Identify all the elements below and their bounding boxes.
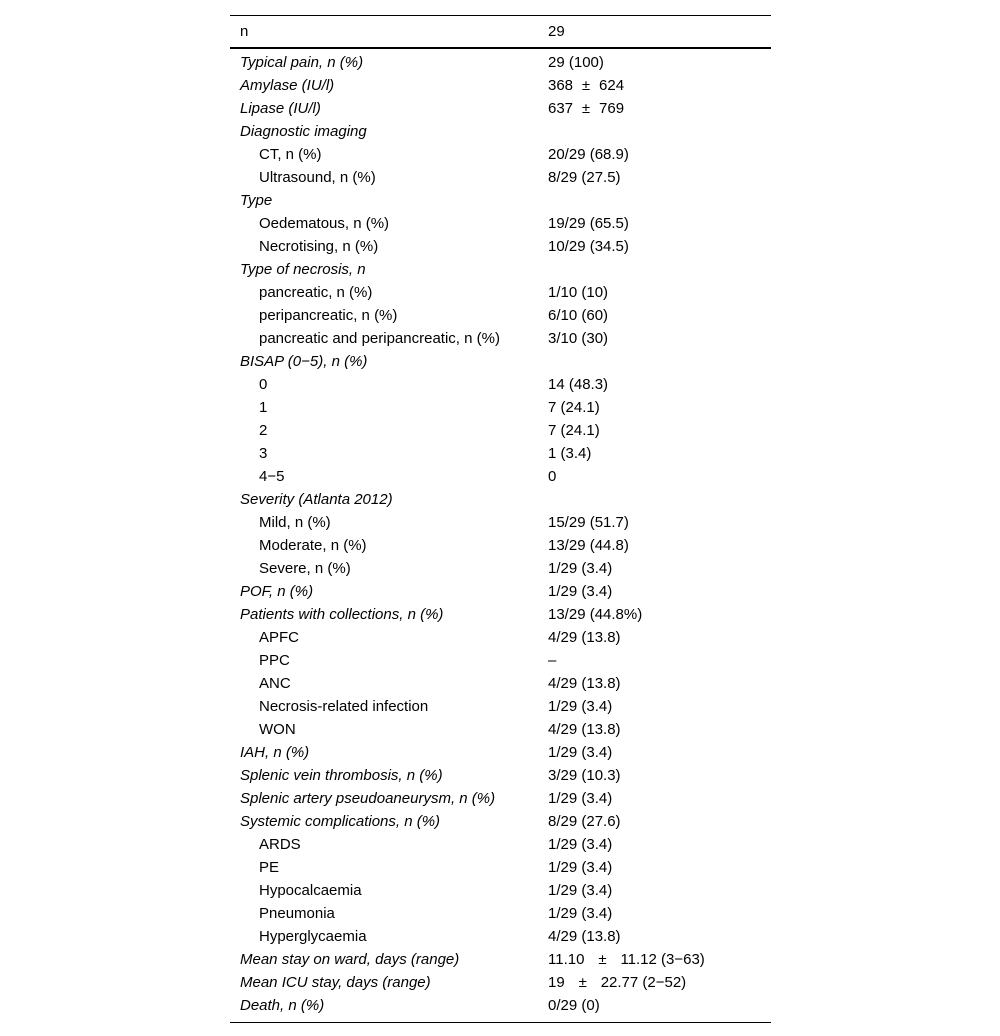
row-value xyxy=(548,307,608,324)
row-value xyxy=(548,652,556,669)
row-value-main: 10/29 (34.5) xyxy=(548,238,629,255)
table-row xyxy=(230,465,771,488)
row-value-main: 3/29 (10.3) xyxy=(548,767,621,784)
row-value xyxy=(548,399,600,416)
row-value-main: 19 xyxy=(548,974,565,991)
row-value-main: 7 (24.1) xyxy=(548,399,600,416)
row-value xyxy=(548,698,612,715)
row-value-main: 4/29 (13.8) xyxy=(548,675,621,692)
row-value-main: 13/29 (44.8) xyxy=(548,537,629,554)
row-value xyxy=(548,169,621,186)
row-label: pancreatic and peripancreatic, n (%) xyxy=(259,330,500,347)
row-label: Mild, n (%) xyxy=(259,514,331,531)
row-label: Typical pain, n (%) xyxy=(240,54,364,71)
table-row xyxy=(230,212,771,235)
row-value xyxy=(548,537,629,554)
row-label: Death, n (%) xyxy=(240,997,325,1014)
table-row xyxy=(230,695,771,718)
row-value xyxy=(548,629,621,646)
row-value-main: 1/29 (3.4) xyxy=(548,583,613,600)
row-value xyxy=(548,284,608,301)
row-value-main: 1/29 (3.4) xyxy=(548,905,613,922)
row-label: POF, n (%) xyxy=(240,583,314,600)
row-label: Necrosis-related infection xyxy=(259,698,429,715)
table-row xyxy=(230,902,771,925)
row-value-main: – xyxy=(548,652,557,669)
plus-minus-sign: ± xyxy=(578,974,587,991)
row-value-secondary: 11.12 (3−63) xyxy=(620,951,705,968)
table-row xyxy=(230,994,771,1017)
row-label: Type of necrosis, n xyxy=(240,261,366,278)
row-label: Hypocalcaemia xyxy=(259,882,362,899)
row-label: Splenic vein thrombosis, n (%) xyxy=(240,767,443,784)
row-label: ANC xyxy=(259,675,291,692)
row-value xyxy=(548,928,621,945)
header-label: n xyxy=(240,23,249,40)
plus-minus-sign: ± xyxy=(581,77,591,94)
row-value xyxy=(548,744,612,761)
row-value-main: 1/29 (3.4) xyxy=(548,744,613,761)
row-label: IAH, n (%) xyxy=(240,744,310,761)
row-value xyxy=(548,813,621,830)
table-row xyxy=(230,97,771,120)
table-row xyxy=(230,649,771,672)
row-label: Moderate, n (%) xyxy=(259,537,367,554)
row-label: 1 xyxy=(259,399,268,416)
row-value xyxy=(548,560,612,577)
row-value-main: 637 xyxy=(548,100,574,117)
row-label: Amylase (IU/l) xyxy=(240,77,335,94)
row-value xyxy=(548,146,629,163)
row-value xyxy=(548,836,612,853)
table-row xyxy=(230,419,771,442)
row-label: 4−5 xyxy=(259,468,285,485)
row-value-main: 11.10 xyxy=(548,951,585,968)
row-value xyxy=(548,997,600,1014)
row-value-main: 15/29 (51.7) xyxy=(548,514,629,531)
table-header xyxy=(230,16,771,49)
table-row xyxy=(230,189,771,212)
row-value-main: 3/10 (30) xyxy=(548,330,609,347)
table-row xyxy=(230,718,771,741)
row-label: PE xyxy=(259,859,280,876)
row-value-main: 8/29 (27.5) xyxy=(548,169,621,186)
table-row xyxy=(230,787,771,810)
row-value-main: 1/29 (3.4) xyxy=(548,836,613,853)
row-value-main: 1/10 (10) xyxy=(548,284,609,301)
row-value xyxy=(548,974,686,991)
table-row xyxy=(230,580,771,603)
row-value xyxy=(548,468,556,485)
plus-minus-sign: ± xyxy=(581,100,591,117)
row-value-main: 4/29 (13.8) xyxy=(548,629,621,646)
row-value xyxy=(548,905,612,922)
row-value xyxy=(548,951,705,968)
table-row xyxy=(230,856,771,879)
row-label: Severe, n (%) xyxy=(259,560,351,577)
row-value xyxy=(548,859,612,876)
row-label: Type xyxy=(240,192,273,209)
table-row xyxy=(230,488,771,511)
row-value-secondary: 769 xyxy=(599,100,625,117)
row-value xyxy=(548,376,608,393)
table-row xyxy=(230,327,771,350)
row-label: Hyperglycaemia xyxy=(259,928,367,945)
row-value-main: 1/29 (3.4) xyxy=(548,560,613,577)
table-row xyxy=(230,603,771,626)
table-row xyxy=(230,373,771,396)
row-value-main: 4/29 (13.8) xyxy=(548,721,621,738)
table-row xyxy=(230,879,771,902)
row-value-main: 1/29 (3.4) xyxy=(548,859,613,876)
row-value-main: 368 xyxy=(548,77,574,94)
row-value-main: 6/10 (60) xyxy=(548,307,609,324)
row-label: 2 xyxy=(259,422,268,439)
plus-minus-sign: ± xyxy=(598,951,607,968)
row-value-main: 1/29 (3.4) xyxy=(548,882,613,899)
table-row xyxy=(230,948,771,971)
row-value-main: 19/29 (65.5) xyxy=(548,215,629,232)
row-value-main: 7 (24.1) xyxy=(548,422,600,439)
row-value xyxy=(548,238,629,255)
row-value-main: 0 xyxy=(548,468,557,485)
row-label: Ultrasound, n (%) xyxy=(259,169,376,186)
row-value-main: 0/29 (0) xyxy=(548,997,600,1014)
row-label: Oedematous, n (%) xyxy=(259,215,390,232)
table-body xyxy=(230,49,771,1023)
row-value xyxy=(548,215,629,232)
row-label: Diagnostic imaging xyxy=(240,123,367,140)
table-row xyxy=(230,304,771,327)
table-row xyxy=(230,534,771,557)
table-row xyxy=(230,511,771,534)
row-value xyxy=(548,100,624,117)
row-label: PPC xyxy=(259,652,290,669)
table-row xyxy=(230,396,771,419)
row-label: Mean stay on ward, days (range) xyxy=(240,951,460,968)
table-row xyxy=(230,143,771,166)
row-label: Pneumonia xyxy=(259,905,335,922)
row-label: Necrotising, n (%) xyxy=(259,238,379,255)
row-value xyxy=(548,606,642,623)
table-row xyxy=(230,51,771,74)
row-label: pancreatic, n (%) xyxy=(259,284,373,301)
row-value xyxy=(548,54,604,71)
row-value xyxy=(548,445,591,462)
row-value-main: 20/29 (68.9) xyxy=(548,146,629,163)
row-label: BISAP (0−5), n (%) xyxy=(240,353,368,370)
table-row xyxy=(230,672,771,695)
row-label: peripancreatic, n (%) xyxy=(259,307,398,324)
table-row xyxy=(230,833,771,856)
row-value xyxy=(548,675,621,692)
table-row xyxy=(230,350,771,373)
row-value-main: 29 (100) xyxy=(548,54,604,71)
row-value-main: 1/29 (3.4) xyxy=(548,698,613,715)
table-row xyxy=(230,810,771,833)
row-label: WON xyxy=(259,721,296,738)
row-label: APFC xyxy=(259,629,300,646)
table-row xyxy=(230,626,771,649)
row-value xyxy=(548,790,612,807)
row-value xyxy=(548,882,612,899)
row-value-main: 4/29 (13.8) xyxy=(548,928,621,945)
row-value xyxy=(548,767,621,784)
row-label: 3 xyxy=(259,445,268,462)
row-value xyxy=(548,422,600,439)
row-label: ARDS xyxy=(259,836,301,853)
data-table xyxy=(230,15,771,1023)
row-label: CT, n (%) xyxy=(259,146,322,163)
row-value xyxy=(548,514,629,531)
row-value-secondary: 624 xyxy=(599,77,625,94)
row-label: Splenic artery pseudoaneurysm, n (%) xyxy=(240,790,496,807)
table-row xyxy=(230,166,771,189)
row-label: Patients with collections, n (%) xyxy=(240,606,444,623)
table-row xyxy=(230,741,771,764)
row-value-secondary: 22.77 (2−52) xyxy=(600,974,687,991)
row-value xyxy=(548,330,608,347)
row-label: Lipase (IU/l) xyxy=(240,100,321,117)
row-value xyxy=(548,77,624,94)
row-value-main: 8/29 (27.6) xyxy=(548,813,621,830)
row-value-main: 14 (48.3) xyxy=(548,376,609,393)
row-label: 0 xyxy=(259,376,268,393)
table-row xyxy=(230,74,771,97)
row-value-main: 1/29 (3.4) xyxy=(548,790,613,807)
table-row xyxy=(230,557,771,580)
table-row xyxy=(230,925,771,948)
table-row xyxy=(230,442,771,465)
table-row xyxy=(230,235,771,258)
row-value-main: 13/29 (44.8%) xyxy=(548,606,643,623)
row-value xyxy=(548,721,621,738)
table-row xyxy=(230,971,771,994)
row-value xyxy=(548,583,612,600)
table-row xyxy=(230,281,771,304)
row-value-main: 1 (3.4) xyxy=(548,445,592,462)
row-label: Mean ICU stay, days (range) xyxy=(240,974,431,991)
row-label: Severity (Atlanta 2012) xyxy=(240,491,393,508)
table-row xyxy=(230,764,771,787)
header-value: 29 xyxy=(548,23,565,40)
table-row xyxy=(230,120,771,143)
table-row xyxy=(230,258,771,281)
row-label: Systemic complications, n (%) xyxy=(240,813,441,830)
